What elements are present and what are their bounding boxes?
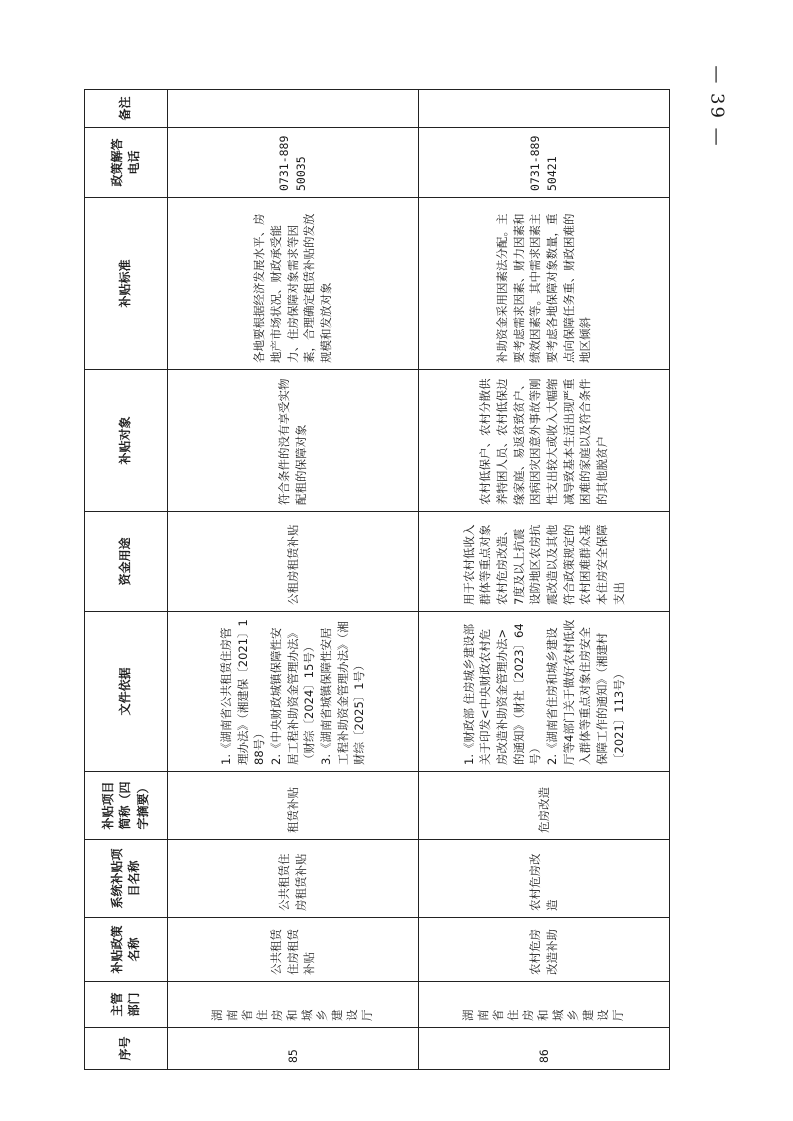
cell-standard: 补助资金采用因素法分配。主要考虑需求因素、财力因素和绩效因素等。其中需求因素主要考虑各地保障对象数量，重点向保障任务重、财政困难的地区倾斜	[419, 198, 670, 370]
header-phone: 政策解答电话	[85, 128, 168, 198]
cell-dept	[419, 982, 670, 1028]
cell-remark	[419, 90, 670, 128]
cell-standard: 各地要根据经济发展水平、房地产市场状况、财政承受能力、住房保障对象需求等因素，合理确定租赁补贴的发放规模和发放对象	[168, 198, 419, 370]
cell-system-item: 农村危房改造	[419, 840, 670, 918]
header-seq: 序号	[85, 1028, 168, 1070]
cell-seq: 86	[419, 1028, 670, 1070]
header-basis: 文件依据	[85, 612, 168, 772]
cell-basis	[419, 612, 670, 772]
dept-text: 湖南省住房和城乡建设厅	[210, 1009, 374, 1021]
basis-line: 3.《湖南省城镇保障性安居工程补助资金管理办法》（湘财综〔2025〕1号）	[319, 621, 367, 765]
header-remark: 备注	[85, 90, 168, 128]
cell-usage: 公租房租赁补贴	[168, 512, 419, 612]
policy-table-container	[84, 90, 660, 1070]
cell-usage: 用于农村低收入群体等重点对象农村危房改造、7度及以上抗震设防地区农房抗震改造以及其他符合政策规定的农村困难群众基本住房安全保障支出	[419, 512, 670, 612]
policy-table	[84, 89, 670, 1070]
cell-policy-name: 公共租赁住房租赁补贴	[168, 918, 419, 982]
basis-line: 1.《财政部 住房城乡建设部关于印发<中央财政农村危房改造补助资金管理办法>的通知》（财社〔2023〕64号）	[461, 623, 543, 765]
header-standard: 补贴标准	[85, 198, 168, 370]
header-target: 补贴对象	[85, 370, 168, 512]
cell-phone: 0731-88950421	[419, 128, 670, 198]
basis-line: 1.《湖南省公共租赁住房管理办法》（湘建保〔2021〕188号）	[218, 619, 267, 765]
header-policy-name: 补贴政策名称	[85, 918, 168, 982]
header-system-item: 系统补贴项目名称	[85, 840, 168, 918]
cell-short-name: 危房改造	[419, 772, 670, 840]
dept-text: 湖南省住房和城乡建设厅	[461, 1009, 625, 1021]
cell-dept	[168, 982, 419, 1028]
table-row	[419, 90, 670, 1070]
cell-policy-name: 农村危房改造补助	[419, 918, 670, 982]
header-dept: 主管部门	[85, 982, 168, 1028]
header-short-name: 补贴项目简称（四字摘要）	[85, 772, 168, 840]
cell-system-item: 公共租赁住房租赁补贴	[168, 840, 419, 918]
cell-target: 农村低保户、农村分散供养特困人员、农村低保边缘家庭、易返贫致贫户、因病因灾因意外事故等刚性支出较大或收入大幅缩减导致基本生活出现严重困难的家庭以及符合条件的其他脱贫户	[419, 370, 670, 512]
cell-target: 符合条件的没有享受实物配租的保障对象	[168, 370, 419, 512]
header-usage: 资金用途	[85, 512, 168, 612]
table-header-row	[85, 90, 168, 1070]
cell-short-name: 租赁补贴	[168, 772, 419, 840]
table-row	[168, 90, 419, 1070]
cell-remark	[168, 90, 419, 128]
basis-line: 2.《中央财政城镇保障性安居工程补助资金管理办法》（财综〔2024〕15号）	[268, 627, 317, 765]
cell-basis	[168, 612, 419, 772]
cell-phone: 0731-88950035	[168, 128, 419, 198]
basis-line: 2.《湖南省住房和城乡建设厅等4部门关于做好农村低收入群体等重点对象住房安全保障工作的通知》（湘建村〔2021〕113号）	[545, 619, 626, 765]
cell-seq: 85	[168, 1028, 419, 1070]
page-number: — 39 —	[706, 65, 728, 148]
